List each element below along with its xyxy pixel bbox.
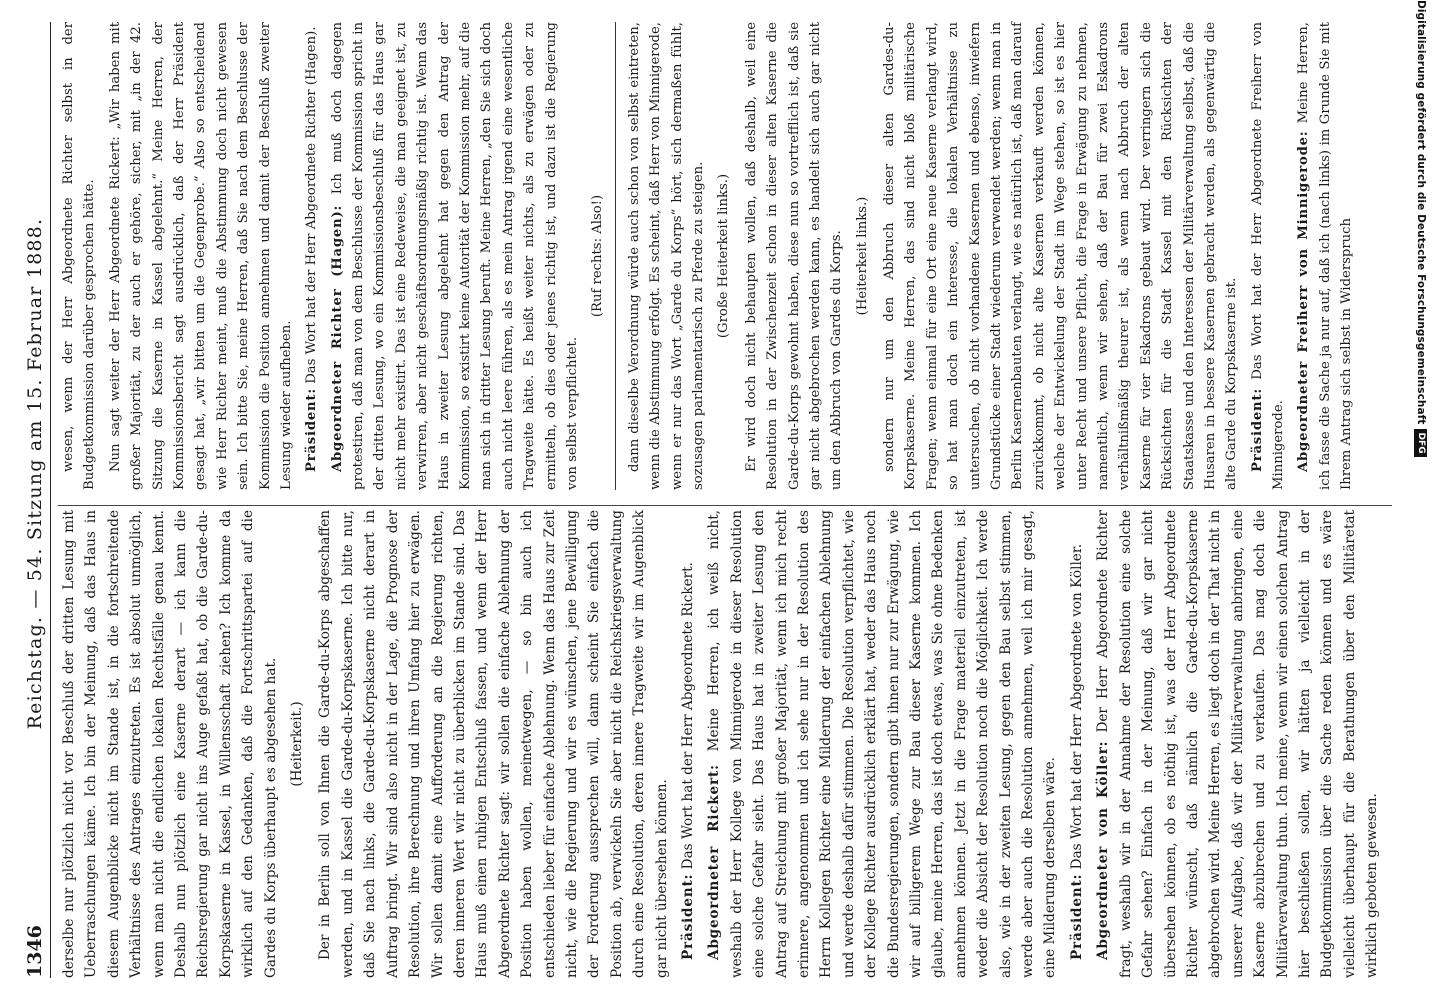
speech-paragraph bbox=[1293, 22, 1357, 490]
banner-text: Digitalisierung gefördert durch die Deutsche Forschungsgemeinschaft bbox=[1415, 0, 1427, 425]
digitization-banner bbox=[1410, 0, 1432, 1000]
body-paragraph: sondern nur um den Abbruch dieser alten Gardes-du-Korpskaserne. Meine Herren, das sind nicht bloß militärische Fragen; wenn einmal für eine Ort eine neue Kaserne verlangt wird, so hat man doch ein Interesse, die lokalen Verhältnisse zu untersuchen, ob nicht vorhandene Kasernen und ebenso, inwiefern Grundstücke einer Stadt wiederum verwendet werden; wenn man in Berlin Kasernenbauten verlangt, wie es natürlich ist, daß man darauf zurückkommt, ob nicht alte Kasernen verkauft werden können, welche der Entwickelung der Stadt im Wege stehen, so ist es hier unter Recht und unsere Pflicht, die Frage in Erwägung zu nehmen, namentlich, wenn wir sehen, daß der Bau für zwei Eskadrons verhältnißmäßig theurer ist, als wenn nach Abbruch der alten Kaserne für vier Eskadrons gebaut wird. Der verringern sich die Rücksichten für die Stadt Kassel mit den Rücksichten der Staatskasse und den Interessen der Militärverwaltung selbst, daß die Husaren in bessere Kasernen gebracht werden, als gegenwärtig die alte Garde du Korpskaserne ist. bbox=[882, 22, 1240, 490]
speaker-name: Präsident: bbox=[1249, 387, 1265, 472]
right-column bbox=[58, 22, 1362, 490]
interjection-note: (Heiterkeit links.) bbox=[854, 196, 870, 316]
speaker-name: Abgeordneter Rickert: bbox=[706, 764, 723, 960]
interjection-note: (Ruf rechts: Also!) bbox=[590, 194, 606, 318]
left-column bbox=[58, 510, 1388, 978]
speech-text: Das Wort hat der Herr Abgeordnete Richter (Hagen). bbox=[304, 26, 320, 384]
speaker-name: Präsident: bbox=[1068, 873, 1085, 960]
speaker-name: Abgeordneter von Köller: bbox=[1095, 740, 1112, 960]
speech-text: Der Herr Abgeordnete Richter fragt, weshalb wir in der Annahme der Resolution eine solche Gefahr sehen? Einfach in der Meinung, daß wir gar nicht übersehen können, ob es nöthig ist, was der Herr Abgeordnete Richter wünscht, daß nämlich die Garde-du-Korpskaserne abgebrochen wird. Meine Herren, es liegt doch in der That nicht in unserer Aufgabe, daß wir der Militärverwaltung anbringen, eine Kaserne abzubrechen und zu verkaufen. Das mag doch die Militärverwaltung thun. Ich meine, wenn wir einen solchen Antrag hier beschließen sollen, wir hätten ja vielleicht in der Budgetkommission über die Sache reden können und es wäre vielleicht überhaupt für die Berathungen über den Militäretat wirklich geboten gewesen. bbox=[1095, 510, 1381, 978]
body-paragraph: derselbe nur plötzlich nicht vor Beschluß der dritten Lesung mit Ueberraschungen käme. Ich bin der Meinung, daß das Haus in diesem Augenblicke nicht im Stande ist, in die fortschreitende Verhältnisse des Antrages einzutreten. Es ist absolut unmöglich, wenn man nicht die endlichen lokalen Rechtsfälle genau kennt. Deshalb nun plötzlich eine Kaserne derart — ich kann die Reichsregierung gar nicht ins Auge gefaßt hat, ob die Garde-du-Korpskaserne in Kassel, in Willensschaft ziehen? Ich komme da wirklich auf den Gedanken, daß die Fortschrittspartei auf die Gardes du Korps überhaupt es abgesehen hat. bbox=[61, 510, 279, 978]
speech-paragraph bbox=[703, 510, 1062, 978]
speaker-name: Präsident: bbox=[679, 873, 696, 960]
body-paragraph: Er wird doch nicht behaupten wollen, daß deshalb, weil eine Resolution in der Zwischenzeit schon in dieser alten Kaserne die Garde-du-Korps gewohnt haben, diese nun so vortrefflich ist, daß sie gar nicht abgebrochen werden kann, es handelt sich auch gar nicht um den Abbruch von Gardes du Korps. bbox=[743, 22, 845, 490]
speaker-name: Abgeordneter Freiherr von Minnigerode: bbox=[1296, 130, 1312, 472]
dfg-logo: DFG bbox=[1415, 429, 1428, 456]
body-paragraph: dann dieselbe Verordnung würde auch schon von selbst eintreten, wenn die Abstimmung erfolgt. Es scheint, daß Herr von Minnigerode, wenn er nur das Wort „Garde du Korps“ hört, sich dermaßen fühlt, sozusagen parlamentarisch zu Pferde zu steigen. bbox=[626, 22, 706, 490]
speaker-name: Abgeordneter Richter (Hagen): bbox=[329, 204, 345, 472]
body-paragraph: Nun sagt weiter der Herr Abgeordnete Rickert: „Wir haben mit großer Majorität, zu der auch er gehöre, sicher, mit „in der 42. Sitzung die Kaserne in Kassel abgelehnt.“ Meine Herren, der Kommissionsbericht sagt ausdrücklich, daß der Herr Präsident gesagt hat, „wir bitten um die Gegenprobe.“ Also so entscheidend wie Herr Richter meint, muß die Abstimmung doch nicht gewesen sein. Ich bitte Sie, meine Herren, daß Sie nach dem Beschlusse der Kommission die Position annehmen und damit der Beschluß zweiter Lesung wieder aufheben. bbox=[107, 22, 294, 490]
interjection-note: (Große Heiterkeit links.) bbox=[716, 173, 732, 339]
speech-paragraph bbox=[1066, 510, 1088, 978]
page-header bbox=[20, 22, 51, 978]
speech-text: Ich muß doch dagegen protestiren, daß man von dem Beschlusse der Kommission spricht in der dritten Lesung, wo ein Kommissionsbeschluß für das Haus gar nicht mehr existirt. Das ist eine Redeweise, die man geeignet ist, zu verwirren, aber nicht geschäftsordnungsmäßig richtig ist. Wenn das Haus in zweiter Lesung abgelehnt hat gegen den Antrag der Kommission, so existirt keine Autorität der Kommission mehr, auf die man sich in dritter Lesung beruft. Meine Herren, „den Sie sich doch auch nicht leere führen, als es mein Antrag irgend eine wesentliche Tragweite hätte. Es heißt weiter nichts, als zu erwägen oder zu ermitteln, ob dies oder jenes richtig ist, und dazu ist die Regierung von selbst verpflichtet. bbox=[329, 22, 580, 490]
page-title: Reichstag. — 54. Sitzung am 15. Februar 1888. bbox=[24, 217, 46, 730]
speech-paragraph bbox=[327, 22, 584, 490]
speech-text: Meine Herren, ich weiß nicht, weshalb der Herr Kollege von Minnigerode in dieser Resolution eine solche Gefahr sieht. Das Haus hat in zweiter Lesung den Antrag auf Streichung mit großer Majorität, wenn ich mich recht erinnere, angenommen und ich sehe nur in der Resolution des Herrn Kollegen Richter eine Milderung der einfachen Ablehnung und werde deshalb dafür stimmen. Die Resolution verpflichtet, wie der Kollege Richter ausdrücklich erklärt hat, weder das Haus noch die Bundesregierungen, sondern gibt ihnen nur zur Erwägung, wie wir auf billigerem Wege zur Bau dieser Kaserne kommen. Ich glaube, meine Herren, das ist doch etwas, was Sie ohne Bedenken annehmen können. Jetzt in die Frage materiell einzutreten, ist weder die Absicht der Resolution noch die Möglichkeit. Ich werde also, wie in der zweiten Lesung, gegen den Bau selbst stimmen, werde aber auch die Resolution annehmen, weil ich mir gesagt, eine Milderung derselben wäre. bbox=[706, 510, 1059, 978]
body-paragraph: wesen, wenn der Herr Abgeordnete Richter selbst in der Budgetkommission darüber gesprochen hätte. bbox=[61, 22, 98, 490]
speech-paragraph bbox=[1092, 510, 1383, 978]
page-number: 1346 bbox=[24, 925, 46, 978]
section-rule bbox=[615, 22, 616, 490]
column-divider bbox=[58, 505, 1392, 506]
body-paragraph: Der in Berlin soll von Ihnen die Garde-du-Korps abgeschaffen werden, und in Kassel die Garde-du-Korpskaserne. Ich bitte nur, daß Sie nach links, die Garde-du-Korpskaserne nicht derart in Auftrag bringt. Wir sind also nicht in der Lage, die Prognose der Resolution, ihre Berechnung und ihren Umfang hier zu erwägen. Wir sollen damit eine Aufforderung an die Regierung richten, deren inneren Wert wir nicht zu überblicken im Stande sind. Das Haus muß einen ruhigen Entschluß fassen, und wenn der Herr Abgeordnete Richter sagt: wir sollen die einfache Ablehnung der Position haben wollen, meinetwegen, — so bin auch ich entschieden lieber für einfache Ablehnung. Wenn das Haus zur Zeit nicht, wie die Regierung und wir es wünschen, jene Bewilligung der Forderung aussprechen will, dann scheint Sie einfach die Position ab, verwickeln Sie aber nicht die Reichskriegsverwaltung durch eine Resolution, deren innere Tragweite wir im Augenblick gar nicht übersehen können. bbox=[317, 510, 670, 978]
speech-text: Meine Herren, ich fasse die Sache ja nur auf, daß ich (nach links) im Grunde Sie mit Ihrem Antrag sich selbst in Widerspruch bbox=[1296, 22, 1355, 490]
speech-paragraph bbox=[677, 510, 699, 978]
speech-text: Das Wort hat der Herr Abgeordnete von Köller. bbox=[1068, 543, 1085, 870]
interjection-note: (Heiterkeit.) bbox=[289, 701, 306, 787]
speech-paragraph bbox=[1247, 22, 1290, 490]
speech-text: Das Wort hat der Herr Abgeordnete Rickert. bbox=[679, 562, 696, 870]
speaker-name: Präsident: bbox=[304, 387, 320, 472]
speech-text: Das Wort hat der Herr Abgeordnete Freiherr von Minnigerode. bbox=[1249, 22, 1287, 490]
speech-paragraph bbox=[301, 22, 322, 490]
